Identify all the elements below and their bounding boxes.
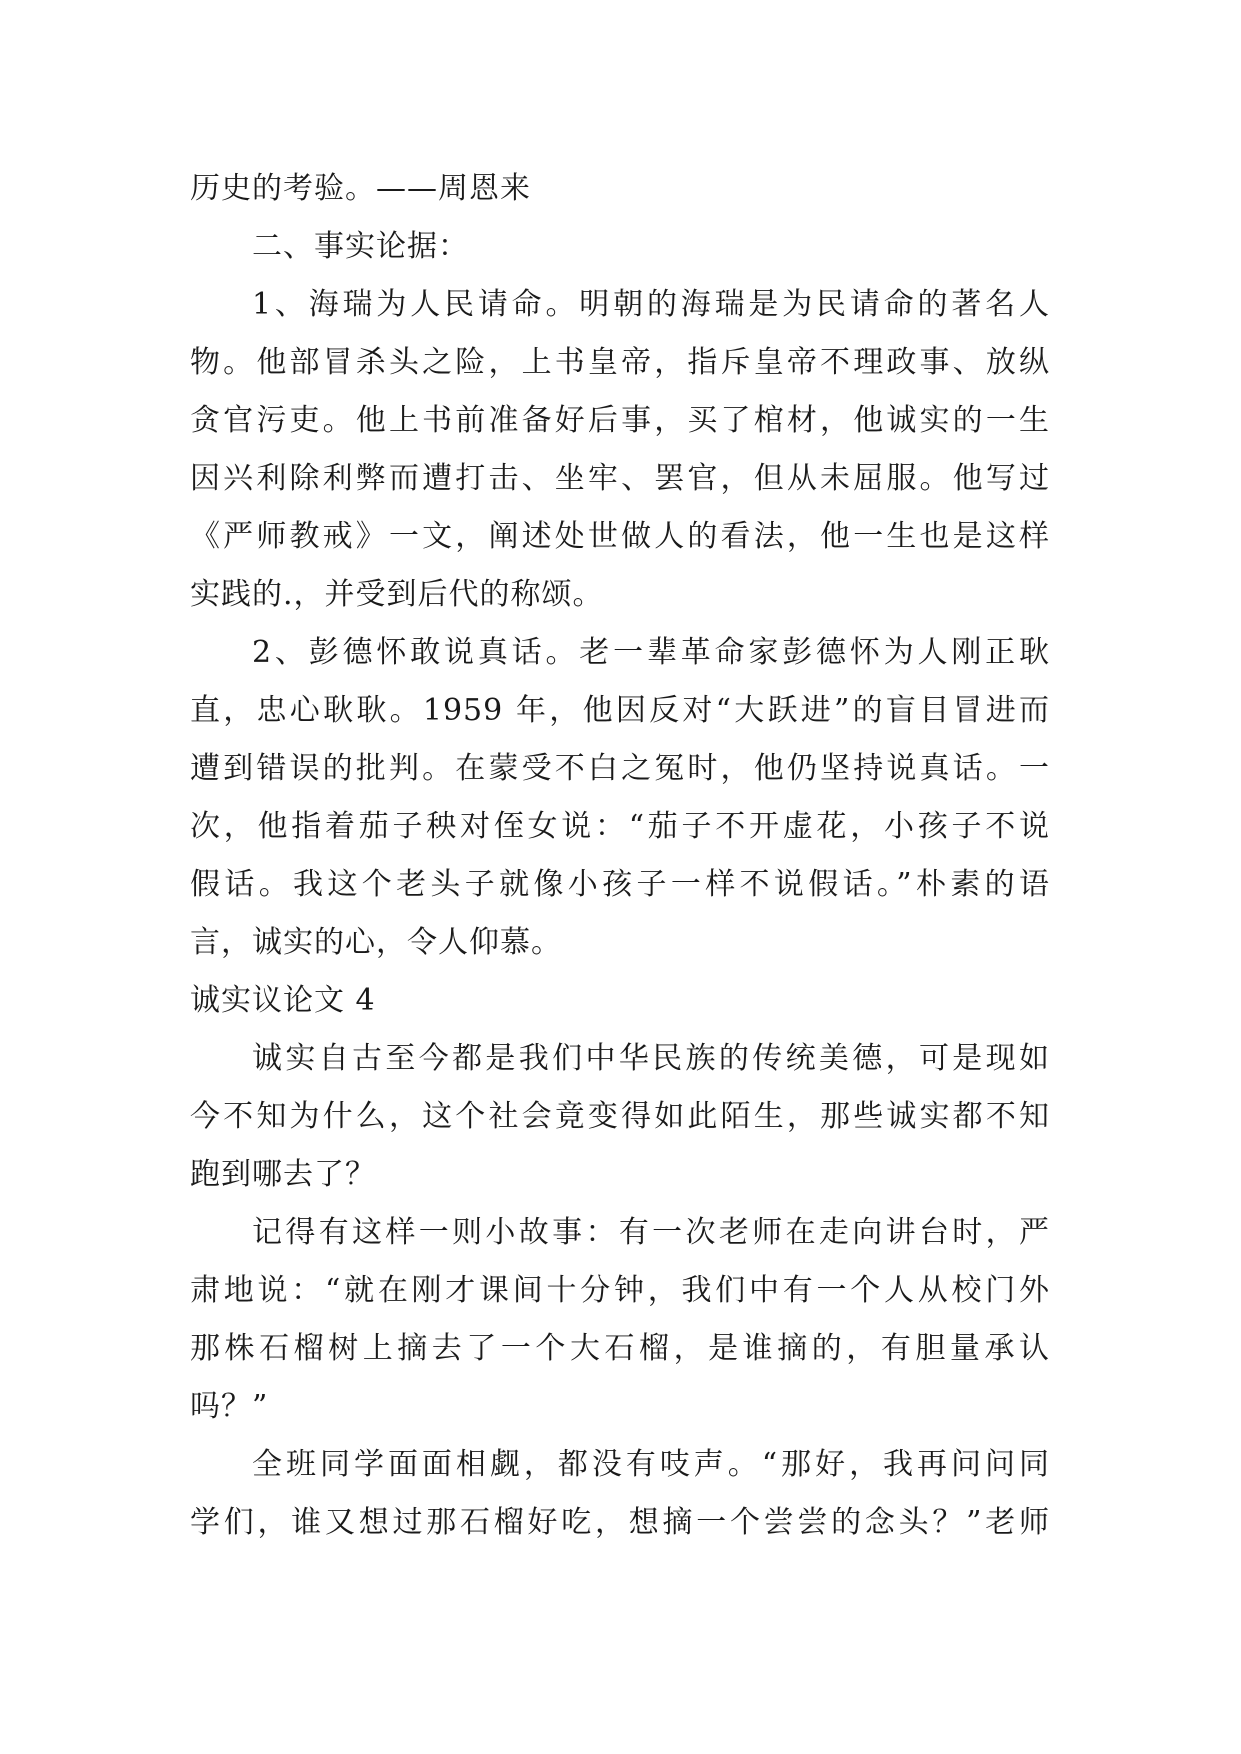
text-line: 言，诚实的心，令人仰慕。 [190, 925, 562, 960]
text-line: 贪官污吏。他上书前准备好后事，买了棺材，他诚实的一生 [190, 403, 1050, 438]
text-line: 次，他指着茄子秧对侄女说：“茄子不开虚花，小孩子不说 [190, 809, 1050, 844]
text-line: 《严师教戒》一文，阐述处世做人的看法，他一生也是这样 [190, 519, 1050, 554]
text-line: 直，忠心耿耿。1959 年，他因反对“大跃进”的盲目冒进而 [190, 693, 1050, 728]
text-line: 1、海瑞为人民请命。明朝的海瑞是为民请命的著名人 [252, 287, 1050, 322]
text-line: 物。他部冒杀头之险，上书皇帝，指斥皇帝不理政事、放纵 [190, 345, 1050, 380]
text-line: 跑到哪去了？ [190, 1157, 376, 1192]
text-line: 肃地说：“就在刚才课间十分钟，我们中有一个人从校门外 [190, 1273, 1050, 1308]
section-heading: 二、事实论据： [252, 229, 469, 264]
text-line: 2、彭德怀敢说真话。老一辈革命家彭德怀为人刚正耿 [252, 635, 1050, 670]
text-line: 全班同学面面相觑，都没有吱声。“那好，我再问问同 [252, 1447, 1050, 1482]
text-line: 诚实自古至今都是我们中华民族的传统美德，可是现如 [252, 1041, 1050, 1076]
text-line: 因兴利除利弊而遭打击、坐牢、罢官，但从未屈服。他写过 [190, 461, 1050, 496]
text-line: 记得有这样一则小故事：有一次老师在走向讲台时，严 [252, 1215, 1050, 1250]
text-line: 学们，谁又想过那石榴好吃，想摘一个尝尝的念头？”老师 [190, 1505, 1050, 1540]
text-line: 遭到错误的批判。在蒙受不白之冤时，他仍坚持说真话。一 [190, 751, 1050, 786]
article-title: 诚实议论文 4 [190, 983, 376, 1018]
document-page [190, 160, 1050, 1552]
text-line: 吗？” [190, 1389, 269, 1424]
text-line: 那株石榴树上摘去了一个大石榴，是谁摘的，有胆量承认 [190, 1331, 1050, 1366]
text-line: 实践的.，并受到后代的称颂。 [190, 577, 604, 612]
text-line: 今不知为什么，这个社会竟变得如此陌生，那些诚实都不知 [190, 1099, 1050, 1134]
text-line: 假话。我这个老头子就像小孩子一样不说假话。”朴素的语 [190, 867, 1050, 902]
text-line: 历史的考验。——周恩来 [190, 171, 531, 206]
